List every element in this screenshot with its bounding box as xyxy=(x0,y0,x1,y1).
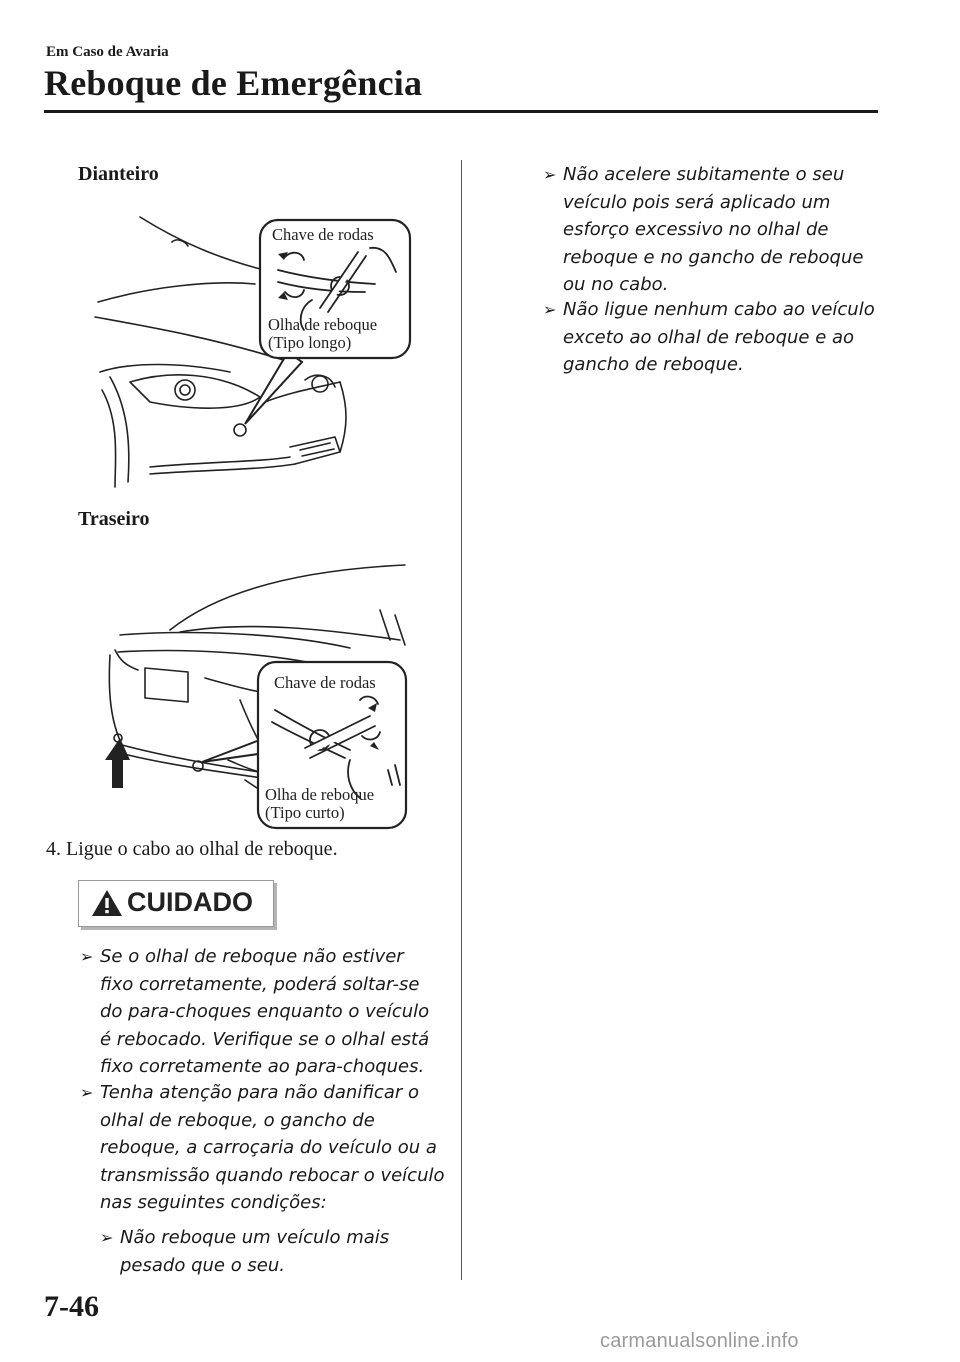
rear-heading: Traseiro xyxy=(78,508,150,530)
caution-bullet: ➢ Tenha atenção para não danificar o olhal de reboque, o gancho de reboque, a carroçaria do veículo ou a transmissão quando rebocar o veículo nas seguintes condições: xyxy=(80,1079,448,1217)
front-eye-type-label: (Tipo longo) xyxy=(268,333,352,352)
rear-eye-type-label: (Tipo curto) xyxy=(265,803,345,822)
caution-bullet: ➢ Não ligue nenhum cabo ao veículo exceto ao olhal de reboque e ao gancho de reboque. xyxy=(543,296,883,379)
watermark: carmanualsonline.info xyxy=(600,1330,799,1352)
page-title: Reboque de Emergência xyxy=(44,63,423,103)
front-heading: Dianteiro xyxy=(78,163,159,185)
bullet-arrow-icon: ➢ xyxy=(80,947,94,966)
page-number: 7-46 xyxy=(44,1290,99,1323)
column-divider xyxy=(461,160,462,1280)
header-rule xyxy=(44,110,878,113)
front-tow-illustration xyxy=(90,212,420,502)
rear-wrench-label: Chave de rodas xyxy=(274,673,376,692)
front-wrench-label: Chave de rodas xyxy=(272,225,374,244)
caution-bullet: ➢ Se o olhal de reboque não estiver fixo corretamente, poderá soltar-se do para-choques enquanto o veículo é rebocado. Verifique se o olhal está fixo corretamente ao para-choques. xyxy=(80,943,440,1081)
warning-triangle-icon xyxy=(91,889,123,917)
rear-tow-illustration xyxy=(100,560,420,830)
caution-bullet: ➢ Não acelere subitamente o seu veículo pois será aplicado um esforço excessivo no olhal de reboque e no gancho de reboque ou no cabo. xyxy=(543,161,873,299)
bullet-arrow-icon: ➢ xyxy=(543,300,557,319)
front-eye-label: Olha de reboque xyxy=(268,315,378,334)
bullet-arrow-icon: ➢ xyxy=(80,1083,94,1102)
caution-box xyxy=(78,880,274,927)
rear-eye-label: Olha de reboque xyxy=(265,785,375,804)
step-4: 4. Ligue o cabo ao olhal de reboque. xyxy=(46,838,338,860)
bullet-arrow-icon: ➢ xyxy=(100,1228,114,1247)
section-label: Em Caso de Avaria xyxy=(46,44,169,60)
caution-label: CUIDADO xyxy=(127,887,253,917)
bullet-arrow-icon: ➢ xyxy=(543,165,557,184)
caution-sub-bullet: ➢ Não reboque um veículo mais pesado que o seu. xyxy=(100,1224,400,1279)
